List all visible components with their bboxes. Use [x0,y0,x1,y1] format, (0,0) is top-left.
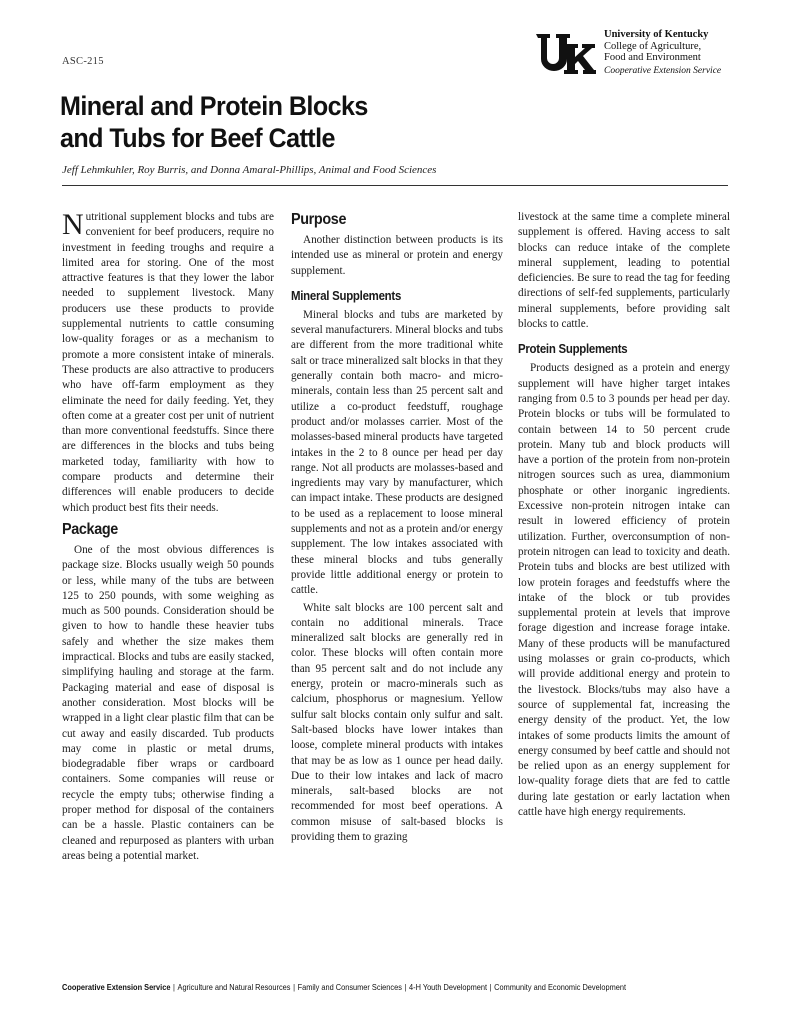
college-name-line1: College of Agriculture, [604,40,702,52]
protein-supplements-heading: Protein Supplements [518,341,628,357]
purpose-heading: Purpose [291,211,347,228]
mineral-paragraph-1: Mineral blocks and tubs are marketed by several manufacturers. Mineral blocks and tubs are different from the more traditional white salt or trace mineralized salt blocks in that they generally contain both macro- and micro-minerals, contain less than 25 percent salt and utilize a co-product feedstuff, roughage product and/or molasses carrier. Most of the molasses-based mineral products have targeted intakes in the 2 to 8 ounce per head per day range. Not all products are molasses-based and ingredients may vary by manufacturer, which can impact intake. These products are designed to be used as a replacement to loose mineral supplements and not as a protein and/or energy supplement. The low intakes associated with these mineral blocks and tubs generally provide little additional energy or protein to cattle. [291,308,503,597]
extension-service-name: Cooperative Extension Service [604,65,722,76]
university-name: University of Kentucky [604,29,709,40]
protein-paragraph: Products designed as a protein and energy supplement will have higher target intakes ranging from 0.5 to 3 pounds per head per day. Protein blocks or tubs will be formulated to contain between 14 to 50 percent crude protein. Many tub and block products will have a portion of the protein from non-protein nitrogen sources such as urea, diammonium phosphate or other inorganic ingredients. Excessive non-protein nitrogen intake can result in lowered efficiency of protein utilization. Further, overconsumption of non-protein nitrogen can lead to toxicity and death. Protein tubs and blocks are best utilized with low protein forages and feedstuffs where the intake of the block or tub provides supplemental protein at levels that improve forage digestion and increase forage intake. Many of these products will be manufactured using molasses or grain co-products, which will provide additional energy and protein to the livestock. Blocks/tubs may also have a source of supplemental fat, increasing the energy density of the product. Yet, the low intakes of some products limits the amount of energy consumed by beef cattle and should not be relied upon as an energy supplement for low-quality forage diets that are fed to cattle during late gestation or early lactation when cattle have high energy requirements. [518,362,730,818]
drop-cap: N [62,208,84,241]
package-heading: Package [62,520,118,538]
title-line-1: Mineral and Protein Blocks [60,91,368,121]
package-paragraph: One of the most obvious differences is package size. Blocks usually weigh 50 pounds or less, while many of the tubs are between 125 to 250 pounds, with some weighing as much as 500 pounds. Consideration should be given to how to handle these heavier tubs safely and whether the size makes them impractical. Blocks and tubs are easily stacked, simplifying hauling and storage at the farm. Packaging material and ease of disposal is another consideration. Most blocks will be wrapped in a light clear plastic film that can be cut away and easily discarded. Tub products may come in plastic or metal drums, biodegradable fiber wraps or cardboard containers. Some companies will reuse or recycle the empty tubs; otherwise finding a proper method for disposal of the containers can be a hassle. Plastic containers can be cleaned and repurposed as planters with urban areas being a potential market. [62,543,274,862]
uk-logo [534,30,596,76]
column-1 [62,210,274,866]
college-name-line2: Food and Environment [604,52,701,63]
authors-line: Jeff Lehmkuhler, Roy Burris, and Donna Amaral-Phillips, Animal and Food Sciences [62,164,437,176]
footer-item: Community and Economic Development [494,982,627,992]
column-3 [518,210,730,822]
university-block [604,29,721,77]
mineral-supplements-heading: Mineral Supplements [291,287,402,303]
footer-bar: Cooperative Extension Service | Agriculture and Natural Resources | Family and Consumer Sciences | 4-H Youth Development | Community and Economic Development [62,982,627,992]
footer-item: Family and Consumer Sciences [297,982,402,992]
footer-item: Agriculture and Natural Resources [177,982,291,992]
intro-text: utritional supplement blocks and tubs are convenient for beef producers, require no investment in feeding troughs and require a limited area for storing. One of the most attractive features is that they lower the labor needed to supplement livestock. Many producers use these products to provide supplemental nutrients to cattle consuming low-quality forages or as a mechanism to promote a more consistent intake of minerals. These products are also attractive to producers who have off-farm employment as they eliminate the need for daily feeding. Yet, they often come at a greater cost per unit of nutrient than more conventional feedstuffs. Since there are differences in the blocks and tubs being marketed today, familiarity with how to compare products and determine their differences will enable producers to decide which product best fits their needs. [62,211,274,514]
intro-paragraph [62,210,274,516]
footer-lead: Cooperative Extension Service [62,982,171,992]
page-title [60,90,451,154]
column-2 [291,210,503,847]
mineral-paragraph-2-continued: livestock at the same time a complete mineral supplement is offered. Having access to salt blocks can reduce intake of the complete mineral supplement, leading to potential deficiencies. Be sure to read the tag for feeding directions of self-fed supplements, particularly mineral supplements, before providing salt blocks to cattle. [518,211,730,331]
footer-item: 4-H Youth Development [408,982,488,992]
svg-text:®: ® [590,70,594,76]
header-divider [62,185,728,186]
mineral-paragraph-2: White salt blocks are 100 percent salt and contain no additional minerals. Trace mineralized salt blocks are generally red in color. These blocks will often contain more than 95 percent salt and do not include any energy, protein or macro-minerals such as calcium, phosphorus or magnesium. Yellow sulfur salt blocks contain only sulfur and salt. Salt-based blocks have lower intakes than loose, complete mineral products with intakes that may be as low as 1 ounce per head daily. Due to their low intakes and lack of macro minerals, salt-based blocks are not recommended for most beef operations. A common misuse of salt-based blocks is providing them to grazing [291,601,503,843]
purpose-paragraph: Another distinction between products is its intended use as mineral or protein and energy supplement. [291,234,503,277]
document-code: ASC-215 [62,56,104,67]
title-line-2: and Tubs for Beef Cattle [60,123,335,153]
